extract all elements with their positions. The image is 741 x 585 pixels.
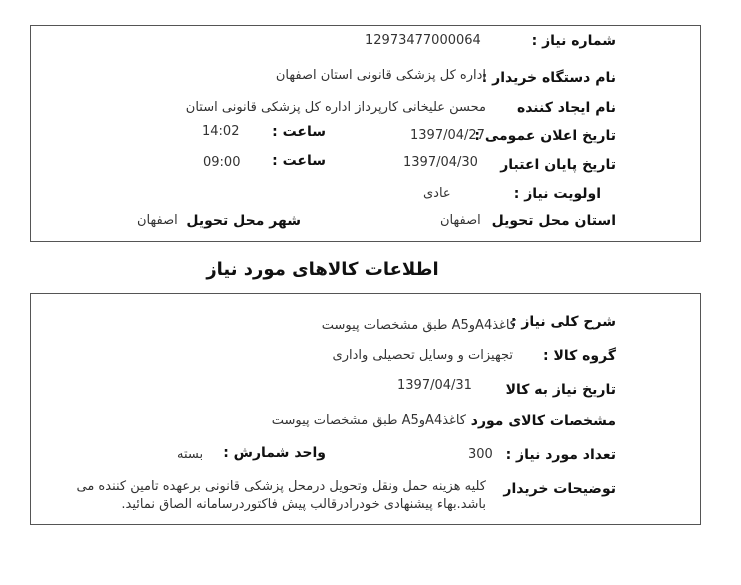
qty-value: 300	[468, 447, 493, 462]
creator-label: نام ایجاد کننده	[516, 100, 616, 116]
need-date-label: تاریخ نیاز به کالا	[505, 382, 616, 398]
unit-label: واحد شمارش :	[223, 445, 326, 461]
expiry-time-label: ساعت :	[272, 153, 326, 169]
need-number-value: 12973477000064	[365, 33, 481, 48]
summary-value: کاغذA4وA5 طبق مشخصات پیوست	[321, 318, 516, 333]
goods-section-title-text: اطلاعات کالاهای مورد نیاز	[206, 259, 439, 280]
buyer-label: نام دستگاه خریدار :	[481, 70, 616, 86]
qty-label: تعداد مورد نیاز :	[505, 447, 616, 463]
priority-label: اولویت نیاز :	[513, 186, 601, 202]
unit-value: بسته	[177, 447, 204, 462]
expiry-date-value: 1397/04/30	[403, 155, 478, 170]
buyer-notes: کلیه هزینه حمل ونقل وتحویل درمحل پزشکی قانونی برعهده تامین کننده می باشد.بهاء پیشنهادی خودرادرقالب پیش فاکتوردرسامانه الصاق نمائید.	[76, 479, 486, 512]
expiry-time-value: 09:00	[203, 155, 241, 170]
buyer-value: اداره کل پزشکی قانونی استان اصفهان	[275, 68, 486, 83]
creator-value: محسن علیخانی کارپرداز اداره کل پزشکی قانونی استان	[185, 100, 486, 115]
announce-time-label: ساعت :	[272, 124, 326, 140]
notes-label: توضیحات خریدار	[503, 481, 616, 497]
delivery-province-label: استان محل تحویل	[491, 213, 616, 229]
specs-label: مشخصات کالای مورد	[470, 413, 616, 429]
goods-section-title	[0, 259, 741, 280]
expiry-date-label: تاریخ پایان اعتبار	[500, 157, 616, 173]
group-label: گروه کالا :	[543, 348, 616, 364]
need-date-value: 1397/04/31	[397, 378, 472, 393]
delivery-city-label: شهر محل تحویل	[186, 213, 301, 229]
group-value: تجهیزات و وسایل تحصیلی واداری	[332, 348, 513, 363]
announce-time-value: 14:02	[202, 124, 240, 139]
need-number-label: شماره نیاز :	[531, 33, 616, 49]
priority-value: عادی	[423, 186, 451, 201]
specs-value: کاغذA4وA5 طبق مشخصات پیوست	[271, 413, 466, 428]
announce-date-label: تاریخ اعلان عمومی :	[474, 128, 616, 144]
summary-label: شرح کلی نیاز :	[510, 314, 616, 330]
announce-date-value: 1397/04/27	[410, 128, 485, 143]
delivery-city-value: اصفهان	[137, 213, 178, 228]
delivery-province-value: اصفهان	[440, 213, 481, 228]
